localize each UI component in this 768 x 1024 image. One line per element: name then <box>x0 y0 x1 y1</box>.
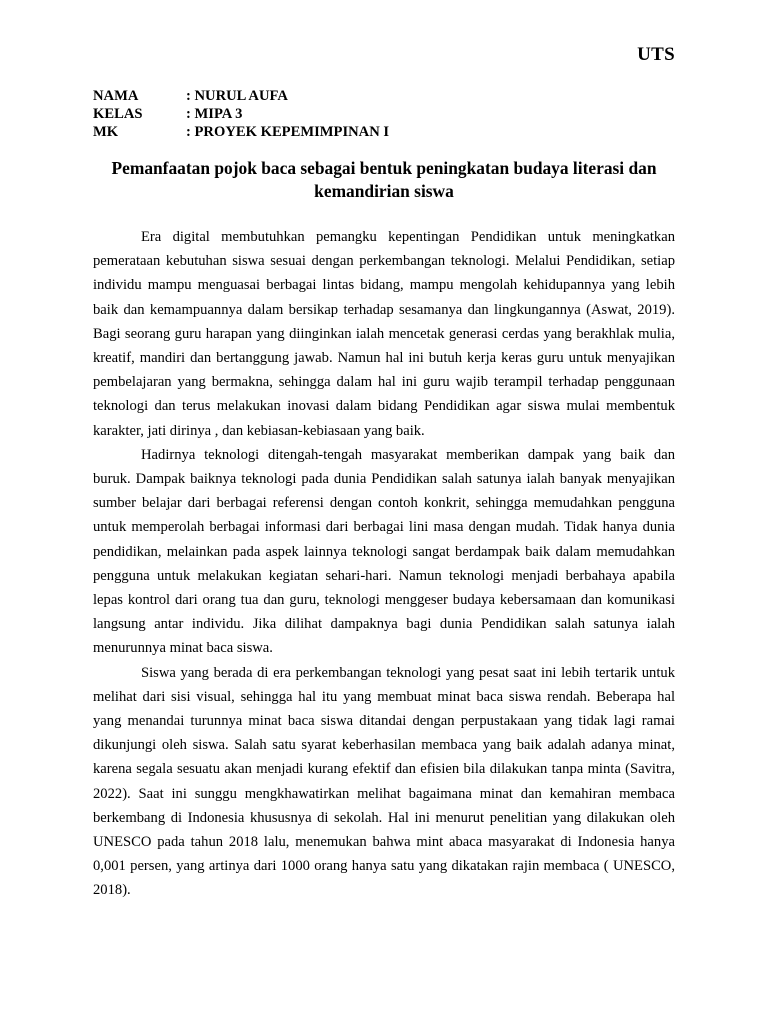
identity-value: : MIPA 3 <box>186 106 243 122</box>
document-title: Pemanfaatan pojok baca sebagai bentuk peningkatan budaya literasi dan kemandirian siswa <box>111 158 657 201</box>
identity-value: : PROYEK KEPEMIMPINAN I <box>186 124 390 140</box>
identity-value: : NURUL AUFA <box>186 88 288 104</box>
identity-row-course <box>93 123 389 141</box>
paragraph: Siswa yang berada di era perkembangan teknologi yang pesat saat ini lebih tertarik untuk melihat dari sisi visual, sehingga hal itu yang membuat minat baca siswa rendah. Beberapa hal yang menandai turunnya minat baca siswa ditandai dengan perpustakaan yang tidak lagi ramai dikunjungi oleh siswa. Salah satu syarat keberhasilan membaca yang baik adalah adanya minat, karena segala sesuatu akan menjadi kurang efektif dan efisien bila dilakukan tanpa minta (Savitra, 2022). Saat ini sunggu mengkhawatirkan melihat bagaimana minat dan kemahiran membaca berkembang di Indonesia khususnya di sekolah. Hal ini menurut penelitian yang dilakukan oleh UNESCO pada tahun 2018 lalu, menemukan bahwa mint abaca masyarakat di Indonesia hanya 0,001 persen, yang artinya dari 1000 orang hanya satu yang dikatakan rajin membaca ( UNESCO, 2018). <box>93 664 675 899</box>
student-identity-block <box>93 87 389 141</box>
exam-label: UTS <box>637 44 675 65</box>
body-text <box>93 225 675 903</box>
identity-row-class <box>93 105 389 123</box>
paragraph: Era digital membutuhkan pemangku kepentingan Pendidikan untuk meningkatkan pemerataan kebutuhan siswa sesuai dengan perkembangan teknologi. Melalui Pendidikan, setiap individu mampu menguasai berbagai lintas bidang, mampu mengolah kehidupannya yang lebih baik dan kemampuannya dalam bersikap terhadap sesamanya dan lingkungannya (Aswat, 2019). Bagi seorang guru harapan yang diinginkan ialah mencetak generasi cerdas yang berakhlak mulia, kreatif, mandiri dan bertanggung jawab. Namun hal ini butuh kerja keras guru untuk menyajikan pembelajaran yang bermakna, sehingga dalam hal ini guru wajib terampil terhadap penggunaan teknologi dan terus melakukan inovasi dalam bidang Pendidikan agar siswa mulai membentuk karakter, jati dirinya , dan kebiasan-kebiasaan yang baik. <box>93 229 675 439</box>
identity-key: MK <box>93 124 119 140</box>
identity-key: NAMA <box>93 88 139 104</box>
identity-row-name <box>93 87 389 105</box>
identity-key: KELAS <box>93 106 143 122</box>
paragraph: Hadirnya teknologi ditengah-tengah masyarakat memberikan dampak yang baik dan buruk. Dampak baiknya teknologi pada dunia Pendidikan salah satunya ialah banyak menyajikan sumber belajar dari berbagai referensi dengan contoh konkrit, sehingga memudahkan pengguna untuk memperolah berbagai informasi dari berbagai lini masa dengan mudah. Tidak hanya dunia pendidikan, melainkan pada aspek lainnya teknologi sangat berdampak baik dalam memudahkan pengguna untuk melakukan kegiatan sehari-hari. Namun teknologi menjadi berbahaya apabila lepas kontrol dari orang tua dan guru, teknologi menggeser budaya kebersamaan dan komunikasi langsung antar individu. Jika dilihat dampaknya bagi dunia Pendidikan salah satunya ialah menurunnya minat baca siswa. <box>93 446 675 657</box>
